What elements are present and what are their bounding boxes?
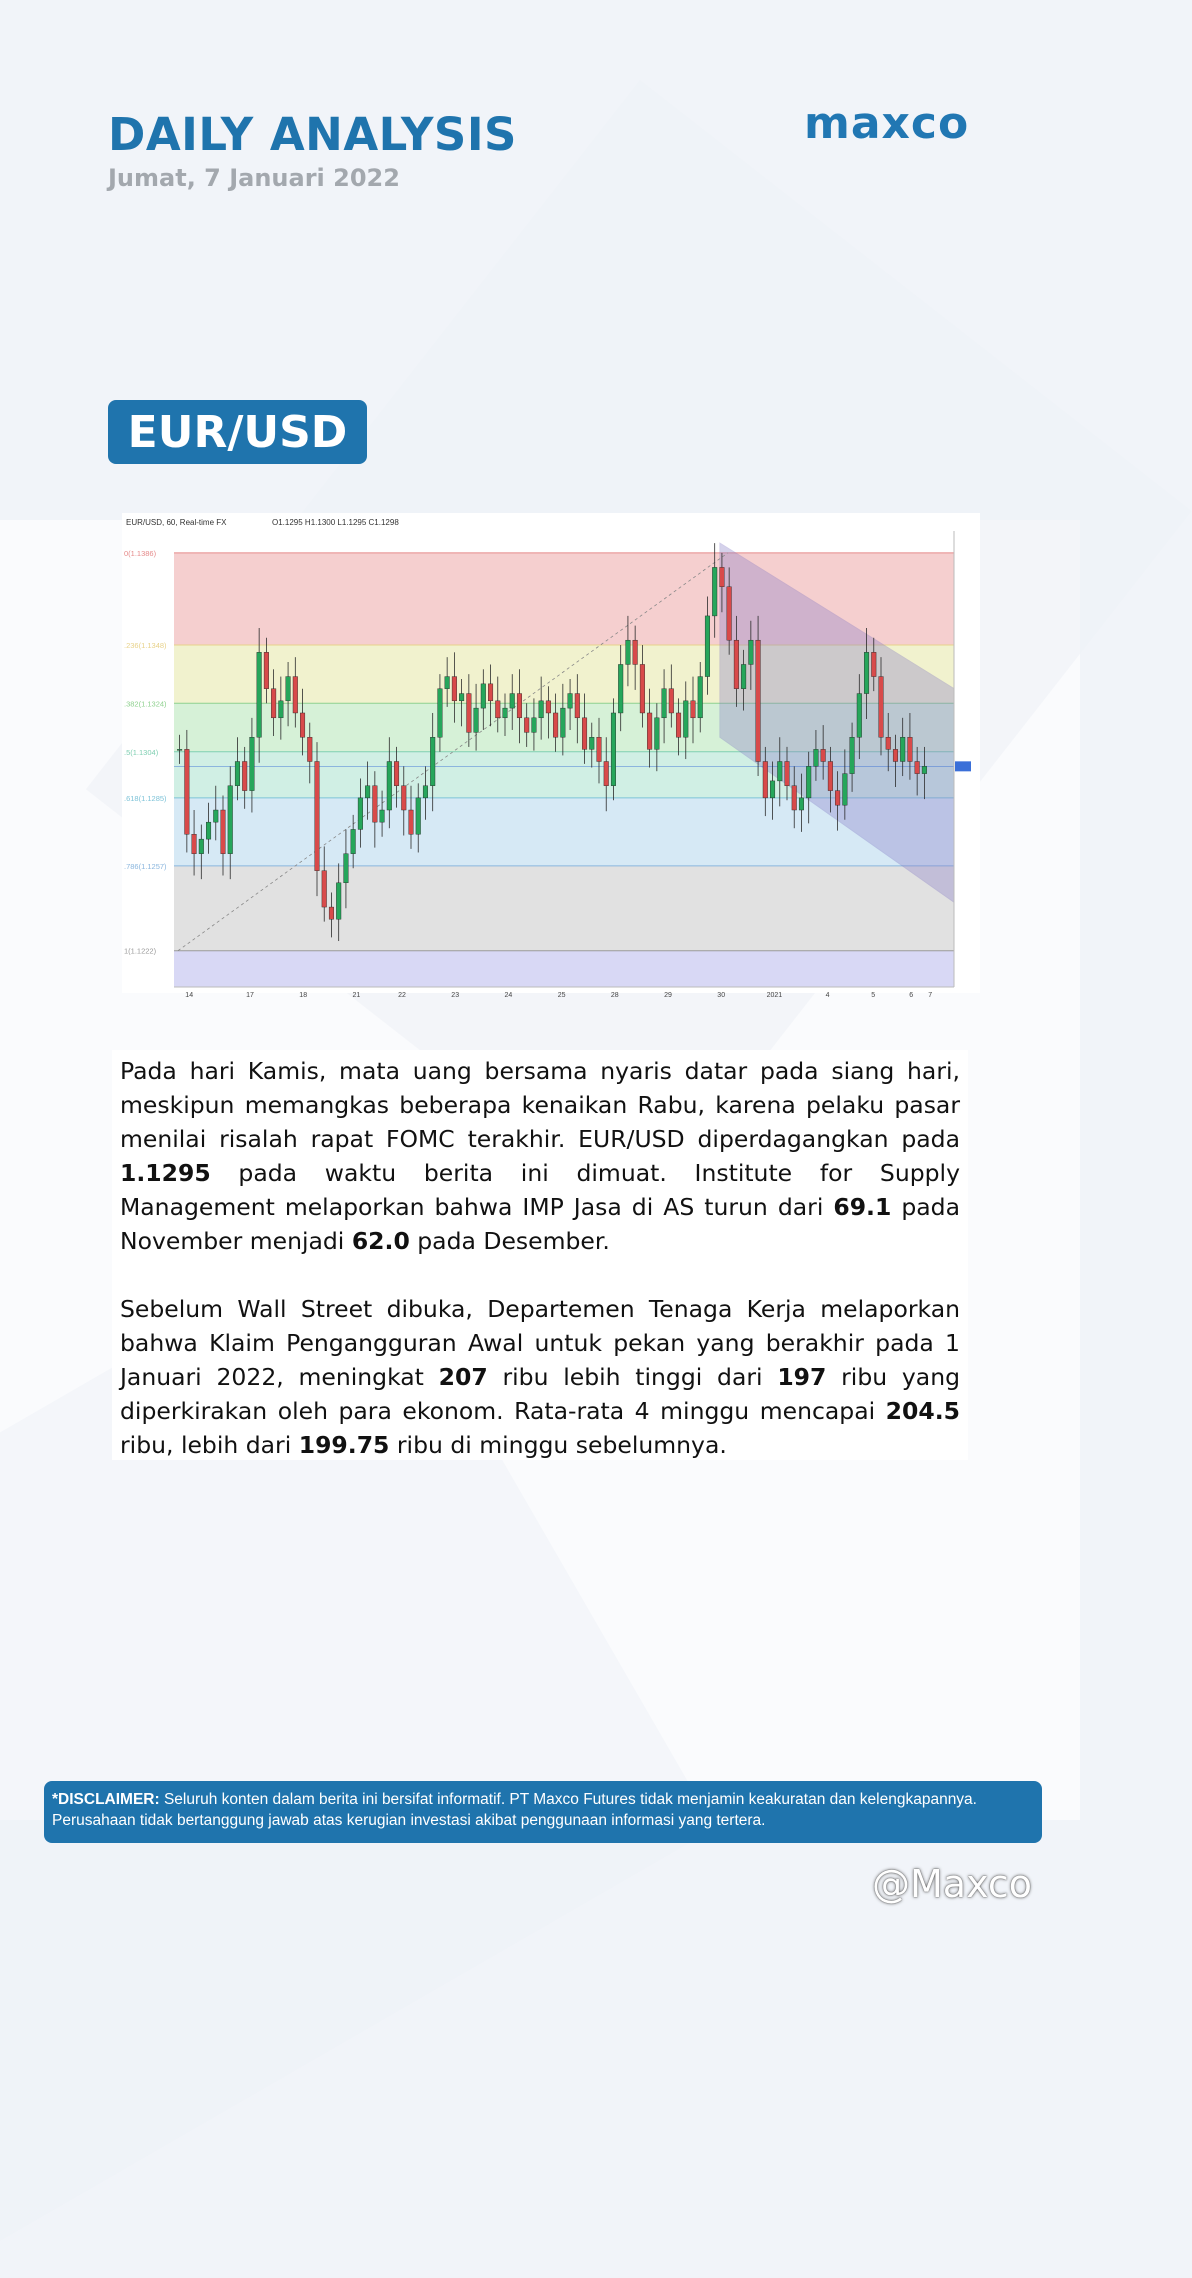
x-tick-label: 4	[825, 992, 830, 999]
page-date: Jumat, 7 Januari 2022	[108, 164, 400, 192]
currency-pair-badge: EUR/USD	[108, 400, 367, 464]
candle-body	[814, 749, 819, 766]
candle-body	[777, 761, 782, 780]
candle-body	[199, 839, 204, 854]
candle-body	[871, 652, 876, 676]
disclaimer-label: *DISCLAIMER:	[52, 1791, 160, 1808]
current-price-tag	[955, 761, 971, 771]
candle-body	[250, 737, 255, 790]
article-text: ribu di minggu sebelumnya.	[389, 1431, 727, 1459]
candle-body	[799, 798, 804, 810]
article-text: pada waktu berita ini dimuat. Institute for Supply Management melaporkan bahwa IMP Jasa di AS turun dari	[120, 1159, 960, 1221]
candle-body	[647, 713, 652, 749]
candle-body	[792, 786, 797, 810]
candle-body	[322, 871, 327, 907]
x-tick-label: 21	[352, 992, 361, 999]
candle-body	[640, 664, 645, 713]
candle-body	[712, 567, 717, 616]
candle-body	[662, 689, 667, 718]
candle-body	[517, 694, 522, 718]
candle-body	[886, 737, 891, 749]
candle-body	[589, 737, 594, 749]
candle-body	[430, 737, 435, 786]
article-text: Pada hari Kamis, mata uang bersama nyaris datar pada siang hari, meskipun memangkas beberapa kenaikan Rabu, karena pelaku pasar menilai risalah rapat FOMC terakhir. EUR/USD diperdagangkan pada	[120, 1057, 960, 1153]
fib-level-label: .786(1.1257)	[124, 861, 167, 871]
candle-body	[857, 694, 862, 738]
x-tick-label: 24	[504, 992, 513, 999]
candle-body	[488, 684, 493, 701]
x-tick-label: 29	[664, 992, 672, 999]
x-tick-label: 2021	[766, 992, 783, 999]
candle-body	[307, 737, 312, 761]
fib-level-label: 1(1.1222)	[124, 946, 157, 956]
candle-body	[532, 718, 537, 733]
article-paragraph-1	[120, 1054, 960, 1258]
candle-body	[763, 761, 768, 797]
x-tick-label: 18	[299, 992, 308, 999]
x-tick-label: 6	[909, 992, 914, 999]
candle-body	[676, 713, 681, 737]
candle-body	[293, 677, 298, 713]
article-body	[112, 1050, 968, 1460]
candle-body	[633, 640, 638, 664]
article-figure: 199.75	[298, 1431, 390, 1459]
fib-level-label: 0(1.1386)	[124, 548, 157, 558]
candle-body	[373, 786, 378, 822]
candle-body	[915, 761, 920, 773]
candle-body	[561, 708, 566, 737]
candle-body	[843, 774, 848, 806]
candle-body	[705, 616, 710, 677]
chart-svg	[122, 513, 980, 999]
x-tick-label: 25	[557, 992, 566, 999]
candle-body	[821, 749, 826, 761]
article-text: ribu yang diperkirakan oleh para ekonom. Rata-rata 4 minggu mencapai	[120, 1363, 961, 1425]
fib-band	[174, 866, 954, 951]
candle-body	[192, 834, 197, 853]
page-title: DAILY ANALYSIS	[108, 108, 517, 161]
candle-body	[271, 689, 276, 718]
candle-body	[553, 713, 558, 737]
candle-body	[568, 694, 573, 709]
candle-body	[438, 689, 443, 738]
fib-level-label: .618(1.1285)	[124, 793, 167, 803]
candle-body	[524, 718, 529, 733]
candle-body	[213, 810, 218, 822]
candle-body	[452, 677, 457, 701]
fib-level-label: .236(1.1348)	[124, 641, 167, 651]
candle-body	[286, 677, 291, 701]
candle-body	[785, 761, 790, 785]
candle-body	[177, 749, 182, 750]
candle-body	[850, 737, 855, 773]
chart-ohlc-readout: O1.1295 H1.1300 L1.1295 C1.1298	[272, 518, 399, 527]
candle-body	[300, 713, 305, 737]
candle-body	[235, 761, 240, 785]
candle-body	[720, 567, 725, 586]
article-figure: 204.5	[885, 1397, 960, 1425]
article-figure: 197	[777, 1363, 827, 1391]
chart-title: EUR/USD, 60, Real-time FX	[126, 518, 227, 527]
candle-body	[611, 713, 616, 786]
candle-body	[864, 652, 869, 693]
candle-body	[336, 883, 341, 919]
article-text: pada Desember.	[409, 1227, 610, 1255]
article-text: ribu, lebih dari	[120, 1431, 299, 1459]
candle-body	[770, 781, 775, 798]
candle-body	[257, 652, 262, 737]
candle-body	[749, 640, 754, 664]
article-figure: 1.1295	[120, 1159, 211, 1187]
candle-body	[228, 786, 233, 854]
candle-body	[835, 791, 840, 806]
candle-body	[734, 640, 739, 689]
candle-body	[626, 640, 631, 664]
candle-body	[691, 701, 696, 718]
fib-level-label: .382(1.1324)	[124, 699, 167, 709]
x-tick-label: 5	[871, 992, 876, 999]
candle-body	[351, 829, 356, 853]
candle-body	[416, 798, 421, 834]
candle-body	[315, 761, 320, 870]
candle-body	[264, 652, 269, 688]
x-tick-label: 30	[717, 992, 726, 999]
candle-body	[698, 677, 703, 718]
candle-body	[575, 694, 580, 718]
candle-body	[423, 786, 428, 798]
candle-body	[828, 761, 833, 790]
candle-body	[908, 737, 913, 761]
x-tick-label: 22	[398, 992, 406, 999]
watermark: @Maxco	[872, 1862, 1033, 1906]
candle-body	[546, 701, 551, 713]
fib-band	[174, 951, 954, 987]
candle-body	[279, 701, 284, 718]
candle-body	[582, 718, 587, 750]
candle-body	[539, 701, 544, 718]
candle-body	[669, 689, 674, 713]
candle-body	[806, 766, 811, 798]
candle-body	[727, 587, 732, 640]
candle-body	[394, 761, 399, 785]
candle-body	[221, 810, 226, 854]
x-tick-label: 7	[928, 992, 933, 999]
article-paragraph-2	[120, 1292, 960, 1462]
candle-body	[329, 907, 334, 919]
article-text: Sebelum Wall Street dibuka, Departemen Tenaga Kerja melaporkan bahwa Klaim Pengangguran Awal untuk pekan yang berakhir pada 1 Januari 2022, meningkat	[120, 1295, 960, 1391]
candle-body	[242, 761, 247, 790]
candle-body	[474, 708, 479, 732]
candle-body	[604, 761, 609, 785]
candle-body	[655, 718, 660, 750]
candle-body	[503, 708, 508, 718]
candle-body	[206, 822, 211, 839]
x-tick-label: 28	[610, 992, 619, 999]
price-chart	[122, 513, 980, 999]
article-figure: 62.0	[351, 1227, 410, 1255]
x-tick-label: 17	[246, 992, 254, 999]
candle-body	[185, 749, 190, 834]
brand-logo: maxco	[804, 98, 970, 149]
article-figure: 69.1	[833, 1193, 892, 1221]
candle-body	[445, 677, 450, 689]
candle-body	[741, 664, 746, 688]
candle-body	[756, 640, 761, 761]
candle-body	[922, 766, 927, 773]
candle-body	[409, 810, 414, 834]
candle-body	[683, 701, 688, 737]
candle-body	[495, 701, 500, 718]
disclaimer-text: Seluruh konten dalam berita ini bersifat informatif. PT Maxco Futures tidak menjamin keakuratan dan kelengkapannya. Perusahaan tidak bertanggung jawab atas kerugian investasi akibat penggunaan informasi yang tertera.	[52, 1791, 977, 1829]
candle-body	[344, 854, 349, 883]
candle-body	[387, 761, 392, 810]
candle-body	[597, 737, 602, 761]
x-tick-label: 14	[185, 992, 194, 999]
fib-level-label: .5(1.1304)	[124, 747, 159, 757]
candle-body	[510, 694, 515, 709]
candle-body	[380, 810, 385, 822]
article-text: ribu lebih tinggi dari	[487, 1363, 778, 1391]
candle-body	[893, 749, 898, 761]
candle-body	[467, 694, 472, 733]
x-tick-label: 23	[451, 992, 460, 999]
article-text: pada November menjadi	[120, 1193, 960, 1255]
disclaimer-box	[44, 1781, 1042, 1843]
candle-body	[481, 684, 486, 708]
candle-body	[879, 677, 884, 738]
candle-body	[618, 664, 623, 713]
candle-body	[401, 786, 406, 810]
candle-body	[900, 737, 905, 761]
article-figure: 207	[438, 1363, 488, 1391]
candle-body	[459, 694, 464, 701]
candle-body	[358, 798, 363, 830]
candle-body	[365, 786, 370, 798]
